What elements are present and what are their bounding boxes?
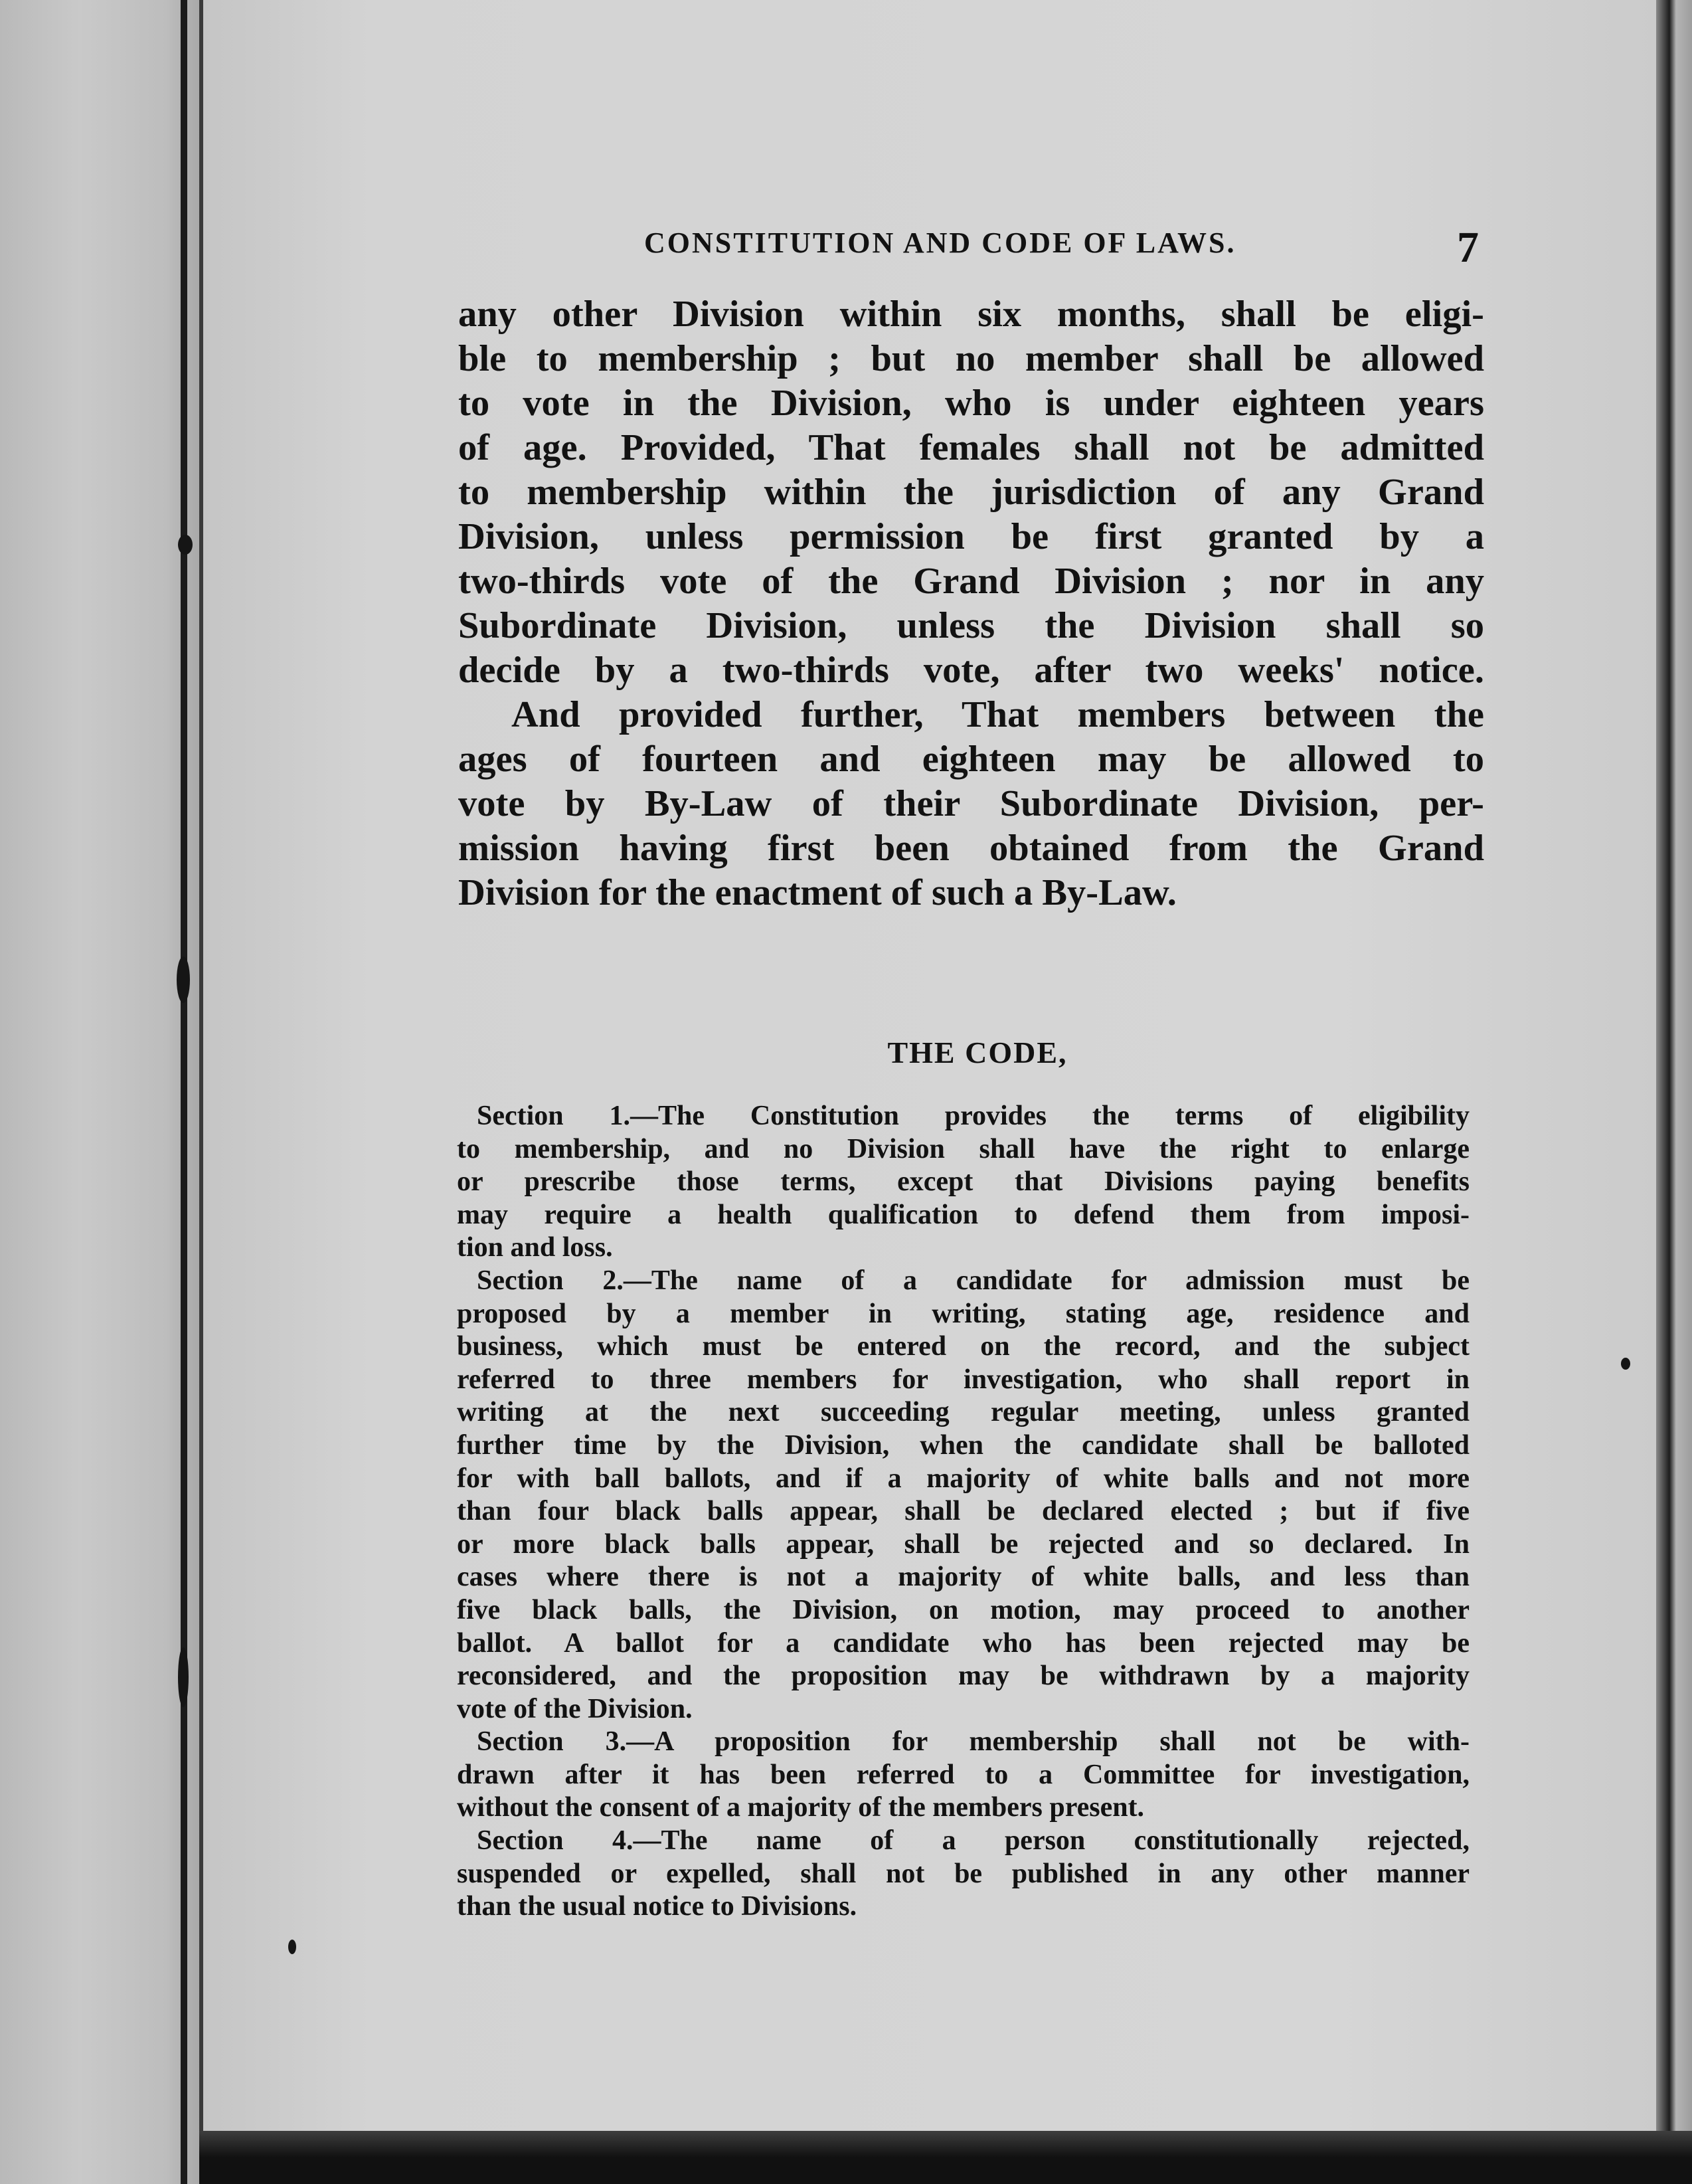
book-binding <box>0 0 199 2184</box>
section-1-line: to membership, and no Division shall have the right to enlarge <box>457 1133 1470 1164</box>
section-1-line: or prescribe those terms, except that Divisions paying benefits <box>457 1166 1470 1198</box>
section-2-line: referred to three members for investigation, who shall report in <box>457 1364 1470 1395</box>
text-line: decide by a two-thirds vote, after two weeks' notice. <box>458 650 1484 691</box>
section-1-line: tion and loss. <box>457 1232 613 1263</box>
section-2-line: reconsidered, and the proposition may be withdrawn by a majority <box>457 1661 1470 1692</box>
text-line: ble to membership ; but no member shall be allowed <box>458 338 1484 379</box>
section-2-line: ballot. A ballot for a candidate who has been rejected may be <box>457 1627 1470 1659</box>
text-line: Division for the enactment of such a By-Law. <box>458 872 1177 913</box>
text-line: to membership within the jurisdiction of any Grand <box>458 472 1484 513</box>
text-line: vote by By-Law of their Subordinate Division, per- <box>458 783 1484 824</box>
text-line: of age. Provided, That females shall not be admitted <box>458 427 1484 468</box>
code-sections <box>457 1100 1470 1924</box>
section-2-line: vote of the Division. <box>457 1693 693 1724</box>
ink-speck <box>288 1940 296 1954</box>
page-right-edge <box>1656 0 1692 2184</box>
constitution-text <box>458 292 1484 915</box>
section-2-line: cases where there is not a majority of white balls, and less than <box>457 1562 1470 1593</box>
text-line: And provided further, That members between the <box>511 694 1484 735</box>
section-4-line: suspended or expelled, shall not be published in any other manner <box>457 1858 1470 1889</box>
running-header: CONSTITUTION AND CODE OF LAWS. <box>644 227 1236 259</box>
section-2-line: or more black balls appear, shall be rejected and so declared. In <box>457 1528 1470 1560</box>
ink-speck <box>1621 1358 1630 1370</box>
section-2-line: Section 2.—The name of a candidate for admission must be <box>477 1265 1470 1296</box>
spine-edge <box>181 0 187 2184</box>
binding-mark <box>177 956 190 1003</box>
section-1-line: may require a health qualification to defend them from imposi- <box>457 1199 1470 1230</box>
text-line: two-thirds vote of the Grand Division ; nor in any <box>458 561 1484 602</box>
section-2-line: for with ball ballots, and if a majority of white balls and not more <box>457 1463 1470 1494</box>
page-bottom-edge <box>199 2131 1692 2184</box>
text-line: to vote in the Division, who is under eighteen years <box>458 383 1484 424</box>
section-2-line: than four black balls appear, shall be declared elected ; but if five <box>457 1496 1470 1527</box>
code-heading: THE CODE, <box>887 1036 1068 1069</box>
text-line: mission having first been obtained from the Grand <box>458 828 1484 869</box>
section-1-line: Section 1.—The Constitution provides the terms of eligibility <box>477 1101 1470 1131</box>
section-2-line: further time by the Division, when the candidate shall be balloted <box>457 1429 1470 1461</box>
text-line: Division, unless permission be first granted by a <box>458 516 1484 557</box>
section-3-line: drawn after it has been referred to a Committee for investigation, <box>457 1759 1470 1790</box>
section-4-line: Section 4.—The name of a person constitutionally rejected, <box>477 1825 1470 1857</box>
text-line: Subordinate Division, unless the Division shall so <box>458 605 1484 646</box>
text-line: any other Division within six months, shall be eligi- <box>458 294 1484 335</box>
section-2-line: five black balls, the Division, on motion, may proceed to another <box>457 1594 1470 1625</box>
binding-mark <box>178 1647 189 1707</box>
text-line: ages of fourteen and eighteen may be allowed to <box>458 739 1484 780</box>
section-3-line: without the consent of a majority of the members present. <box>457 1792 1145 1823</box>
binding-mark <box>178 535 193 555</box>
page-number: 7 <box>1457 223 1479 272</box>
section-4-line: than the usual notice to Divisions. <box>457 1891 857 1922</box>
section-2-line: proposed by a member in writing, stating age, residence and <box>457 1298 1470 1329</box>
section-3-line: Section 3.—A proposition for membership shall not be with- <box>477 1726 1470 1758</box>
section-2-line: writing at the next succeeding regular meeting, unless granted <box>457 1397 1470 1428</box>
section-2-line: business, which must be entered on the record, and the subject <box>457 1331 1470 1362</box>
